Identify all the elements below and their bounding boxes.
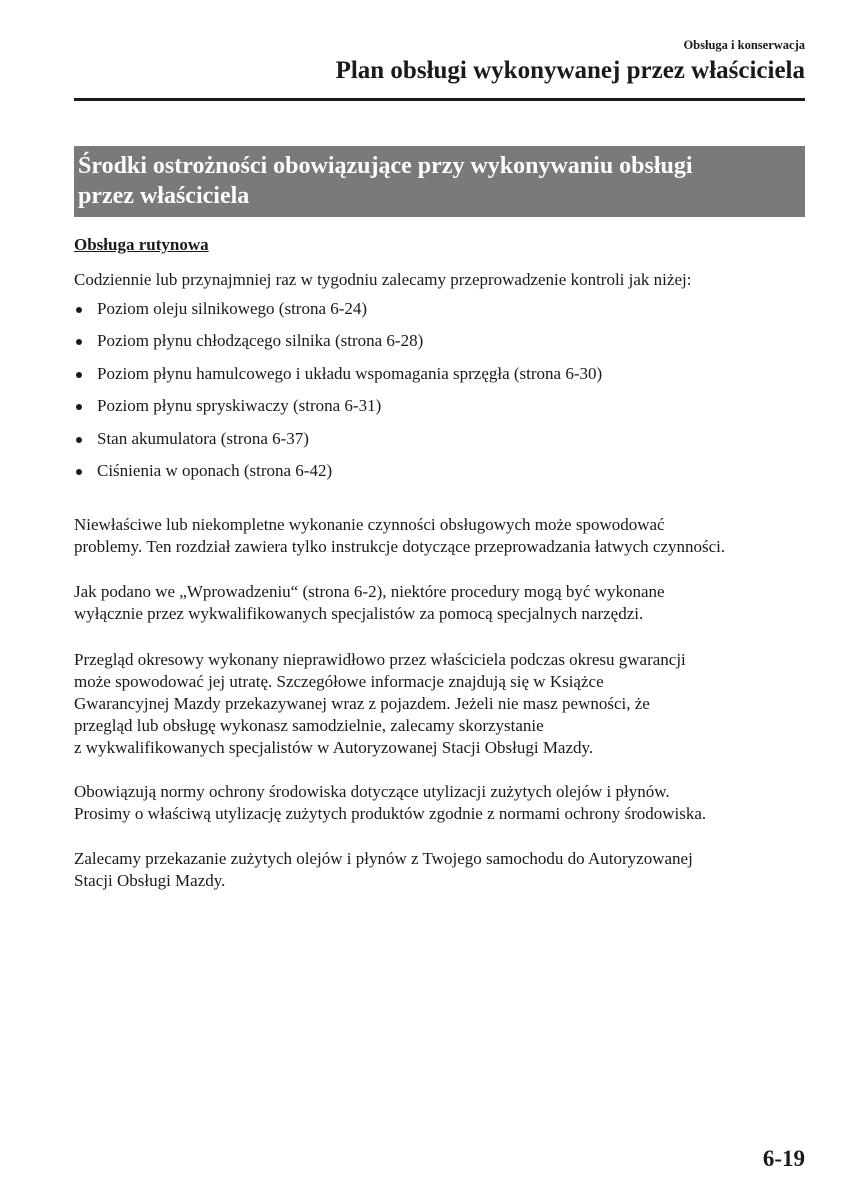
list-item [74, 298, 602, 330]
paragraph-line: wyłącznie przez wykwalifikowanych specjalistów za pomocą specjalnych narzędzi. [74, 604, 644, 623]
paragraph-specialists [74, 581, 665, 625]
paragraph-line: Obowiązują normy ochrony środowiska dotyczące utylizacji zużytych olejów i płynów. [74, 782, 670, 801]
list-item [74, 330, 602, 362]
section-title-line: Środki ostrożności obowiązujące przy wykonywaniu obsługi [78, 153, 693, 179]
paragraph-improper-maintenance [74, 514, 725, 558]
heading-rule [74, 98, 805, 101]
paragraph-line: z wykwalifikowanych specjalistów w Autoryzowanej Stacji Obsługi Mazdy. [74, 738, 594, 757]
paragraph-line: może spowodować jej utratę. Szczegółowe informacje znajdują się w Książce [74, 672, 604, 691]
bullet-icon [76, 372, 82, 378]
list-item-text: Poziom oleju silnikowego (strona 6-24) [97, 299, 368, 318]
paragraph-line: Stacji Obsługi Mazdy. [74, 871, 226, 890]
section-title-box [74, 146, 805, 217]
list-item-text: Stan akumulatora (strona 6-37) [97, 428, 309, 448]
list-item-text: Ciśnienia w oponach (strona 6-42) [97, 460, 333, 480]
paragraph-line: Zalecamy przekazanie zużytych olejów i płynów z Twojego samochodu do Autoryzowanej [74, 849, 693, 868]
list-item [74, 460, 602, 492]
list-item [74, 428, 602, 460]
bullet-icon [76, 437, 82, 443]
bullet-icon [76, 307, 82, 313]
paragraph-line: Przegląd okresowy wykonany nieprawidłowo przez właściciela podczas okresu gwarancji [74, 650, 686, 669]
list-item-text: Poziom płynu spryskiwaczy (strona 6-31) [97, 396, 382, 416]
subheading-routine-maintenance: Obsługa rutynowa [74, 235, 209, 254]
bullet-icon [76, 469, 82, 475]
intro-text: Codziennie lub przynajmniej raz w tygodniu zalecamy przeprowadzenie kontroli jak niżej: [74, 270, 692, 289]
check-list [74, 298, 602, 492]
section-title-line: przez właściciela [78, 183, 250, 209]
page-heading: Plan obsługi wykonywanej przez właściciela [335, 57, 805, 84]
paragraph-line: problemy. Ten rozdział zawiera tylko instrukcje dotyczące przeprowadzania łatwych czynności. [74, 537, 726, 556]
bullet-icon [76, 339, 82, 345]
list-item-text: Poziom płynu chłodzącego silnika (strona 6-28) [97, 331, 424, 351]
paragraph-line: przegląd lub obsługę wykonasz samodzielnie, zalecamy skorzystanie [74, 716, 544, 735]
list-item [74, 363, 602, 395]
paragraph-disposal [74, 848, 693, 892]
list-item [74, 395, 602, 427]
paragraph-line: Prosimy o właściwą utylizację zużytych produktów zgodnie z normami ochrony środowiska. [74, 804, 707, 823]
section-label: Obsługa i konserwacja [683, 38, 805, 52]
bullet-icon [76, 404, 82, 410]
paragraph-warranty [74, 649, 686, 759]
paragraph-line: Jak podano we „Wprowadzeniu“ (strona 6-2), niektóre procedury mogą być wykonane [74, 582, 665, 601]
paragraph-line: Niewłaściwe lub niekompletne wykonanie czynności obsługowych może spowodować [74, 515, 665, 534]
list-item-text: Poziom płynu hamulcowego i układu wspomagania sprzęgła (strona 6-30) [97, 363, 603, 383]
paragraph-environment [74, 781, 706, 825]
paragraph-line: Gwarancyjnej Mazdy przekazywanej wraz z pojazdem. Jeżeli nie masz pewności, że [74, 694, 650, 713]
page-number: 6-19 [762, 1146, 805, 1171]
